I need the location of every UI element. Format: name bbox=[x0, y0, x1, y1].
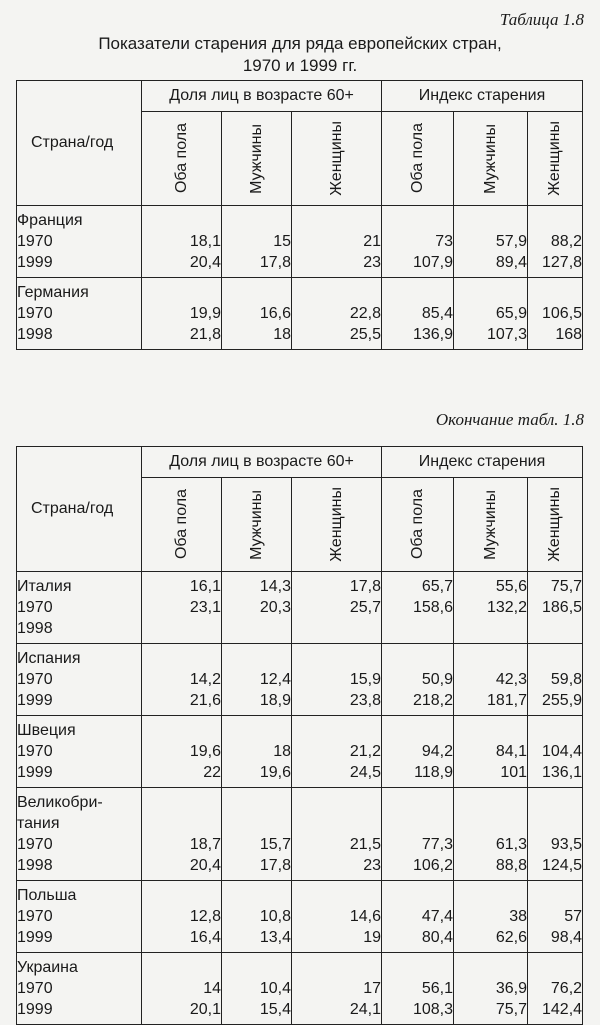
table-title-line-1: Показатели старения для ряда европейских стран, bbox=[98, 34, 502, 53]
value: 12,4 bbox=[259, 671, 291, 688]
value: 21 bbox=[363, 233, 382, 250]
value-cell bbox=[222, 953, 292, 1025]
value-cell bbox=[454, 644, 528, 716]
value: 168 bbox=[555, 326, 583, 343]
aging-table-part-2 bbox=[16, 446, 583, 1025]
country-cell bbox=[17, 572, 142, 644]
value: 47,4 bbox=[421, 908, 454, 925]
value: 17,8 bbox=[259, 254, 291, 271]
value: 136,9 bbox=[412, 326, 454, 343]
country-year-line: Испания bbox=[17, 650, 81, 667]
col-men-header: Мужчины bbox=[222, 112, 292, 206]
value: 186,5 bbox=[542, 599, 583, 616]
country-year-line: 1970 bbox=[17, 743, 53, 760]
value: 20,4 bbox=[189, 857, 221, 874]
value-cell bbox=[382, 644, 454, 716]
value: 104,4 bbox=[542, 743, 583, 760]
value: 16,1 bbox=[189, 578, 221, 595]
value: 15 bbox=[273, 233, 291, 250]
table-row bbox=[17, 716, 583, 788]
value: 25,7 bbox=[349, 599, 382, 616]
col-women-header: Женщины bbox=[528, 112, 583, 206]
value: 132,2 bbox=[486, 599, 528, 616]
value: 80,4 bbox=[421, 929, 454, 946]
value-cell bbox=[222, 278, 292, 350]
value-cell bbox=[528, 206, 583, 278]
value-cell bbox=[382, 278, 454, 350]
value-cell bbox=[142, 278, 222, 350]
aging-index-header: Индекс старения bbox=[382, 447, 583, 478]
table-label: Таблица 1.8 bbox=[499, 10, 584, 29]
value-cell bbox=[222, 881, 292, 953]
value-cell bbox=[292, 206, 382, 278]
value: 18,9 bbox=[259, 692, 291, 709]
value: 158,6 bbox=[412, 599, 454, 616]
country-year-line: 1970 bbox=[17, 233, 53, 250]
country-year-header: Страна/год bbox=[17, 81, 142, 206]
value: 55,6 bbox=[495, 578, 528, 595]
country-year-line: 1998 bbox=[17, 857, 53, 874]
value: 10,8 bbox=[259, 908, 291, 925]
value-cell bbox=[142, 716, 222, 788]
value: 25,5 bbox=[349, 326, 382, 343]
value: 57,9 bbox=[495, 233, 528, 250]
value: 19 bbox=[363, 929, 382, 946]
col-men-header: Мужчины bbox=[454, 478, 528, 572]
value: 15,4 bbox=[259, 1001, 291, 1018]
country-cell bbox=[17, 206, 142, 278]
value-cell bbox=[454, 278, 528, 350]
value-cell bbox=[528, 644, 583, 716]
value: 23 bbox=[363, 857, 382, 874]
value-cell bbox=[142, 572, 222, 644]
country-year-line: 1999 bbox=[17, 254, 53, 271]
value: 57 bbox=[564, 908, 583, 925]
col-men-header: Мужчины bbox=[222, 478, 292, 572]
value: 18,7 bbox=[189, 836, 221, 853]
col-both-sexes-header: Оба пола bbox=[382, 112, 454, 206]
col-men-header: Мужчины bbox=[454, 112, 528, 206]
value: 142,4 bbox=[542, 1001, 583, 1018]
value: 50,9 bbox=[421, 671, 454, 688]
value: 136,1 bbox=[542, 764, 583, 781]
value: 88,8 bbox=[495, 857, 528, 874]
aging-index-header: Индекс старения bbox=[382, 81, 583, 112]
col-both-sexes-header: Оба пола bbox=[142, 478, 222, 572]
value-cell bbox=[292, 716, 382, 788]
country-cell bbox=[17, 716, 142, 788]
value: 56,1 bbox=[421, 980, 454, 997]
value-cell bbox=[382, 788, 454, 881]
col-women-header: Женщины bbox=[528, 478, 583, 572]
value-cell bbox=[382, 953, 454, 1025]
value: 21,5 bbox=[349, 836, 382, 853]
value: 93,5 bbox=[550, 836, 583, 853]
value-cell bbox=[454, 206, 528, 278]
country-year-line: 1970 bbox=[17, 908, 53, 925]
country-cell bbox=[17, 881, 142, 953]
value-cell bbox=[292, 953, 382, 1025]
country-cell bbox=[17, 644, 142, 716]
value: 42,3 bbox=[495, 671, 528, 688]
value-cell bbox=[292, 644, 382, 716]
value: 23,1 bbox=[189, 599, 221, 616]
country-year-line: Швеция bbox=[17, 722, 76, 739]
value: 23,8 bbox=[349, 692, 382, 709]
value: 255,9 bbox=[542, 692, 583, 709]
country-year-line: Украина bbox=[17, 959, 78, 976]
value: 13,4 bbox=[259, 929, 291, 946]
value: 94,2 bbox=[421, 743, 454, 760]
value: 38 bbox=[509, 908, 528, 925]
value: 14,6 bbox=[349, 908, 382, 925]
value-cell bbox=[142, 881, 222, 953]
value-cell bbox=[292, 881, 382, 953]
value: 22 bbox=[203, 764, 221, 781]
country-year-line: Польша bbox=[17, 887, 77, 904]
country-year-line: 1999 bbox=[17, 764, 53, 781]
value-cell bbox=[454, 953, 528, 1025]
value: 14 bbox=[203, 980, 221, 997]
value: 76,2 bbox=[550, 980, 583, 997]
value: 75,7 bbox=[550, 578, 583, 595]
country-year-line: тания bbox=[17, 815, 60, 832]
value-cell bbox=[142, 644, 222, 716]
country-year-line: 1970 bbox=[17, 671, 53, 688]
table-row bbox=[17, 788, 583, 881]
value: 98,4 bbox=[550, 929, 583, 946]
value: 24,1 bbox=[349, 1001, 382, 1018]
value-cell bbox=[222, 644, 292, 716]
value: 65,7 bbox=[421, 578, 454, 595]
value: 18 bbox=[273, 743, 291, 760]
value: 181,7 bbox=[486, 692, 528, 709]
value: 106,5 bbox=[542, 305, 583, 322]
country-year-line: 1970 bbox=[17, 599, 53, 616]
value: 88,2 bbox=[550, 233, 583, 250]
country-year-line: 1970 bbox=[17, 980, 53, 997]
continuation-label: Окончание табл. 1.8 bbox=[435, 410, 584, 429]
country-year-line: Германия bbox=[17, 284, 89, 301]
value: 17 bbox=[363, 980, 382, 997]
value: 10,4 bbox=[259, 980, 291, 997]
value: 19,9 bbox=[189, 305, 221, 322]
value: 75,7 bbox=[495, 1001, 528, 1018]
table-row bbox=[17, 881, 583, 953]
value-cell bbox=[454, 881, 528, 953]
country-year-line: 1970 bbox=[17, 305, 53, 322]
country-cell bbox=[17, 278, 142, 350]
value-cell bbox=[528, 572, 583, 644]
value-cell bbox=[382, 572, 454, 644]
table-title-line-2: 1970 и 1999 гг. bbox=[242, 56, 358, 75]
country-year-line: 1998 bbox=[17, 620, 53, 637]
value: 127,8 bbox=[542, 254, 583, 271]
value: 19,6 bbox=[259, 764, 291, 781]
value: 36,9 bbox=[495, 980, 528, 997]
value-cell bbox=[528, 278, 583, 350]
value: 65,9 bbox=[495, 305, 528, 322]
country-year-line: Великобри- bbox=[17, 794, 103, 811]
value-cell bbox=[222, 716, 292, 788]
country-year-line: 1999 bbox=[17, 929, 53, 946]
value: 124,5 bbox=[542, 857, 583, 874]
country-year-line: 1998 bbox=[17, 326, 53, 343]
value: 16,4 bbox=[189, 929, 221, 946]
country-cell bbox=[17, 953, 142, 1025]
value-cell bbox=[222, 206, 292, 278]
value: 21,8 bbox=[189, 326, 221, 343]
value-cell bbox=[528, 881, 583, 953]
value: 118,9 bbox=[414, 764, 454, 781]
value: 107,9 bbox=[412, 254, 454, 271]
value: 17,8 bbox=[259, 857, 291, 874]
value: 77,3 bbox=[421, 836, 454, 853]
value: 218,2 bbox=[412, 692, 454, 709]
value: 73 bbox=[435, 233, 454, 250]
value: 20,3 bbox=[259, 599, 291, 616]
col-women-header: Женщины bbox=[292, 112, 382, 206]
value-cell bbox=[528, 953, 583, 1025]
value: 89,4 bbox=[495, 254, 528, 271]
col-women-header: Женщины bbox=[292, 478, 382, 572]
value: 14,3 bbox=[259, 578, 291, 595]
value: 22,8 bbox=[349, 305, 382, 322]
country-year-line: 1970 bbox=[17, 836, 53, 853]
value-cell bbox=[454, 572, 528, 644]
country-year-line: 1999 bbox=[17, 1001, 53, 1018]
table-row bbox=[17, 644, 583, 716]
value: 16,6 bbox=[259, 305, 291, 322]
value: 17,8 bbox=[349, 578, 382, 595]
country-year-line: Италия bbox=[17, 578, 72, 595]
value: 107,3 bbox=[486, 326, 528, 343]
value: 61,3 bbox=[495, 836, 528, 853]
value: 24,5 bbox=[349, 764, 382, 781]
value-cell bbox=[454, 716, 528, 788]
value-cell bbox=[142, 788, 222, 881]
value-cell bbox=[382, 881, 454, 953]
value: 15,9 bbox=[349, 671, 382, 688]
value-cell bbox=[142, 953, 222, 1025]
value-cell bbox=[292, 278, 382, 350]
value: 15,7 bbox=[259, 836, 291, 853]
value: 12,8 bbox=[189, 908, 221, 925]
value: 19,6 bbox=[189, 743, 221, 760]
col-both-sexes-header: Оба пола bbox=[382, 478, 454, 572]
value: 20,4 bbox=[189, 254, 221, 271]
share-60plus-header: Доля лиц в возрасте 60+ bbox=[142, 81, 382, 112]
value: 21,2 bbox=[349, 743, 382, 760]
value-cell bbox=[528, 716, 583, 788]
value: 14,2 bbox=[189, 671, 221, 688]
value-cell bbox=[528, 788, 583, 881]
value: 59,8 bbox=[550, 671, 583, 688]
value-cell bbox=[142, 206, 222, 278]
value-cell bbox=[292, 572, 382, 644]
table-row bbox=[17, 278, 583, 350]
aging-table-part-1 bbox=[16, 80, 583, 350]
value: 101 bbox=[500, 764, 528, 781]
country-year-line: 1999 bbox=[17, 692, 53, 709]
value-cell bbox=[292, 788, 382, 881]
value-cell bbox=[382, 716, 454, 788]
value: 18,1 bbox=[189, 233, 221, 250]
value: 18 bbox=[273, 326, 291, 343]
country-year-line: Франция bbox=[17, 212, 83, 229]
value-cell bbox=[222, 788, 292, 881]
value: 84,1 bbox=[495, 743, 528, 760]
value: 108,3 bbox=[412, 1001, 454, 1018]
country-year-header: Страна/год bbox=[17, 447, 142, 572]
col-both-sexes-header: Оба пола bbox=[142, 112, 222, 206]
country-cell bbox=[17, 788, 142, 881]
value-cell bbox=[454, 788, 528, 881]
value: 23 bbox=[363, 254, 382, 271]
value: 20,1 bbox=[189, 1001, 221, 1018]
value: 85,4 bbox=[421, 305, 454, 322]
value: 62,6 bbox=[495, 929, 528, 946]
table-row bbox=[17, 953, 583, 1025]
table-row bbox=[17, 572, 583, 644]
value: 106,2 bbox=[412, 857, 454, 874]
value: 21,6 bbox=[189, 692, 221, 709]
value-cell bbox=[382, 206, 454, 278]
value-cell bbox=[222, 572, 292, 644]
share-60plus-header: Доля лиц в возрасте 60+ bbox=[142, 447, 382, 478]
table-row bbox=[17, 206, 583, 278]
